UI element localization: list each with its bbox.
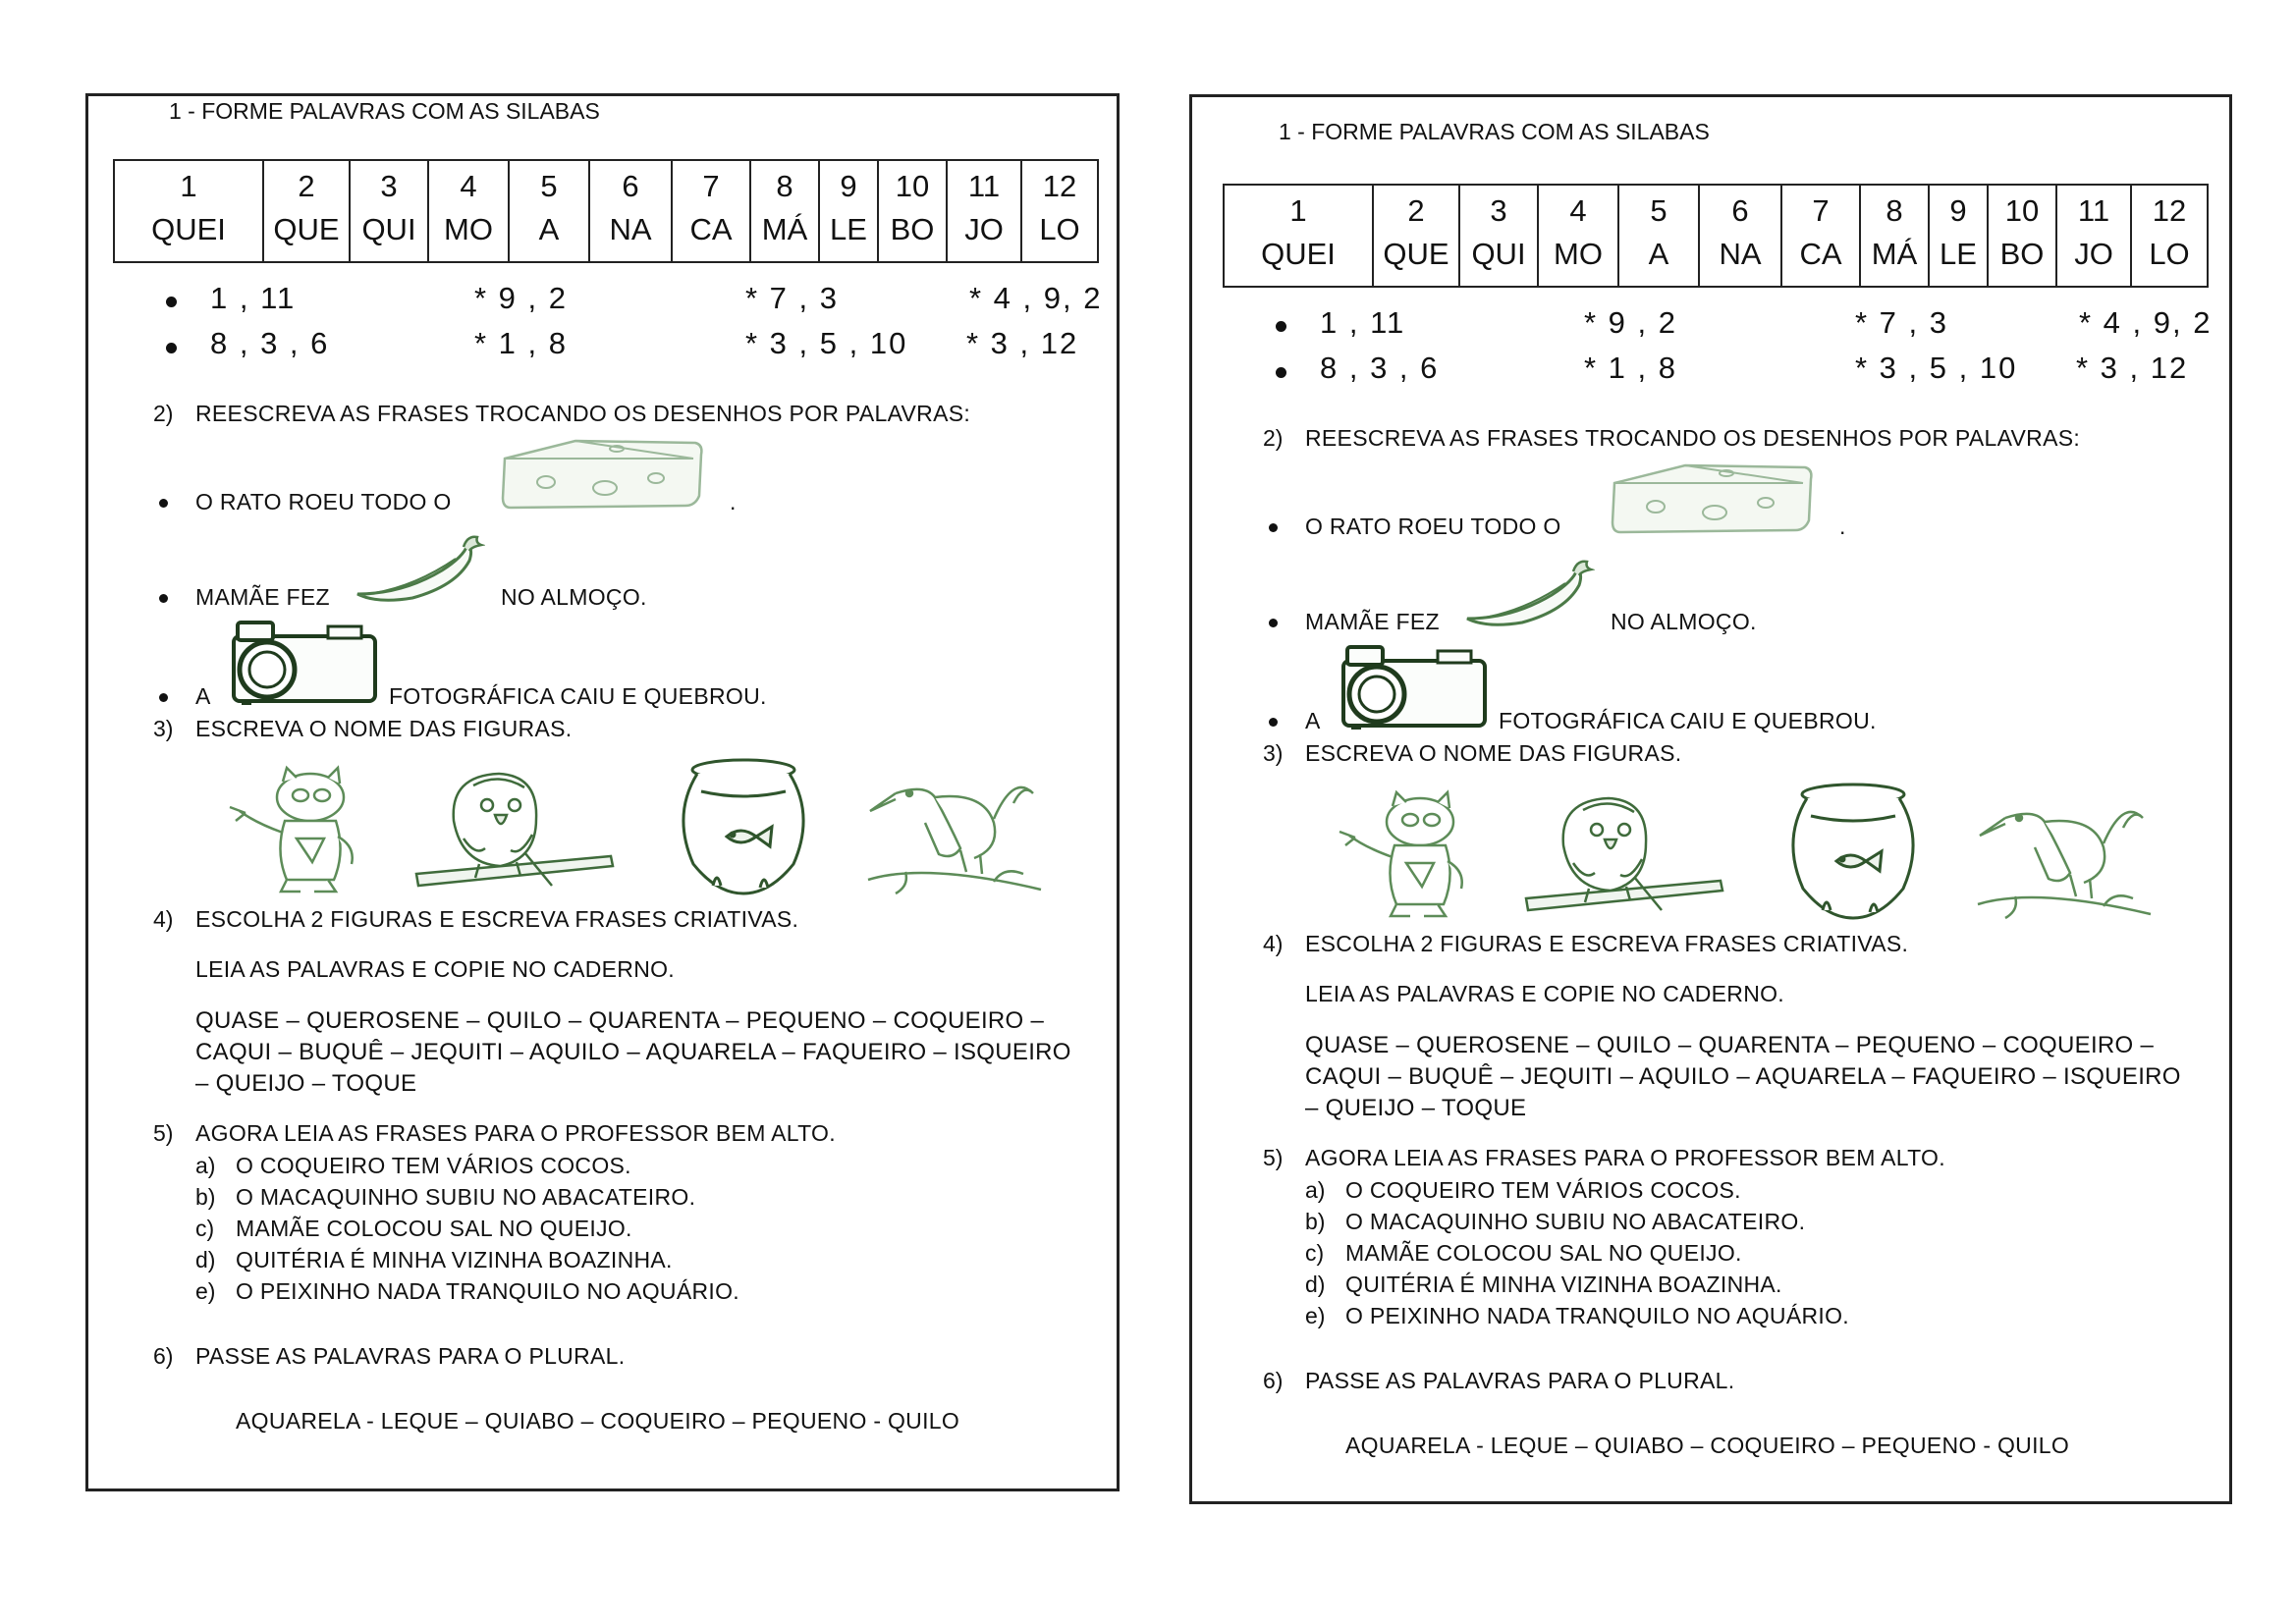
fishbowl-figure bbox=[678, 756, 809, 897]
sentence-item: O MACAQUINHO SUBIU NO ABACATEIRO. bbox=[236, 1184, 696, 1210]
bullet-icon bbox=[166, 297, 177, 307]
sentence-text: NO ALMOÇO. bbox=[501, 584, 647, 610]
syllable-cell: 9 LE bbox=[1929, 185, 1988, 287]
combo-item: * 4 , 9, 2 bbox=[969, 281, 1103, 315]
sentence-item: O PEIXINHO NADA TRANQUILO NO AQUÁRIO. bbox=[236, 1278, 739, 1304]
pepper-icon bbox=[354, 531, 485, 602]
exercise-number: 6) bbox=[153, 1343, 174, 1369]
syllable-table bbox=[1223, 184, 2209, 288]
exercise-2-instruction: REESCREVA AS FRASES TROCANDO OS DESENHOS POR PALAVRAS: bbox=[195, 401, 971, 426]
syllable-cell: 7 CA bbox=[672, 160, 750, 262]
exercise-number: 5) bbox=[153, 1120, 174, 1146]
worksheet-content bbox=[88, 96, 1122, 1494]
combo-item: * 3 , 5 , 10 bbox=[1855, 351, 2018, 385]
item-letter: b) bbox=[1305, 1209, 1326, 1234]
sentence-item: O MACAQUINHO SUBIU NO ABACATEIRO. bbox=[1345, 1209, 1806, 1234]
word-list: QUASE – QUEROSENE – QUILO – QUARENTA – PEQUENO – COQUEIRO – CAQUI – BUQUÊ – JEQUITI – AQUILO – AQUARELA – FAQUEIRO – ISQUEIRO – QUEIJO – TOQUE bbox=[1305, 1032, 2181, 1121]
word-list: QUASE – QUEROSENE – QUILO – QUARENTA – PEQUENO – COQUEIRO – CAQUI – BUQUÊ – JEQUITI – AQUILO – AQUARELA – FAQUEIRO – ISQUEIRO – QUEIJO – TOQUE bbox=[195, 1007, 1071, 1097]
camera-icon bbox=[226, 617, 383, 709]
combo-item: * 1 , 8 bbox=[474, 326, 568, 360]
sentence-text: FOTOGRÁFICA CAIU E QUEBROU. bbox=[389, 683, 767, 709]
syllable-cell: 12 LO bbox=[1021, 160, 1098, 262]
exercise-3-instruction: ESCREVA O NOME DAS FIGURAS. bbox=[1305, 740, 1682, 766]
syllable-cell: 10 BO bbox=[1988, 185, 2056, 287]
item-letter: c) bbox=[1305, 1240, 1325, 1266]
bullet-icon bbox=[1269, 523, 1278, 532]
exercise-number: 6) bbox=[1263, 1368, 1284, 1393]
sentence-item: MAMÃE COLOCOU SAL NO QUEIJO. bbox=[1345, 1240, 1742, 1266]
anteater-figure bbox=[1976, 788, 2153, 922]
combo-item: * 9 , 2 bbox=[1584, 305, 1677, 340]
combo-item: * 1 , 8 bbox=[1584, 351, 1677, 385]
exercise-4-instruction: ESCOLHA 2 FIGURAS E ESCREVA FRASES CRIATIVAS. bbox=[1305, 931, 1909, 956]
combo-item: * 3 , 5 , 10 bbox=[745, 326, 908, 360]
exercise-6-instruction: PASSE AS PALAVRAS PARA O PLURAL. bbox=[1305, 1368, 1735, 1393]
exercise-4-instruction: ESCOLHA 2 FIGURAS E ESCREVA FRASES CRIATIVAS. bbox=[195, 906, 799, 932]
plural-word-list: AQUARELA - LEQUE – QUIABO – COQUEIRO – PEQUENO - QUILO bbox=[1345, 1433, 2070, 1458]
sentence-item: QUITÉRIA É MINHA VIZINHA BOAZINHA. bbox=[1345, 1272, 1782, 1297]
anteater-figure bbox=[866, 764, 1043, 897]
parrot-figure bbox=[414, 762, 615, 899]
exercise-number: 2) bbox=[153, 401, 174, 426]
sentence-text: O RATO ROEU TODO O bbox=[195, 489, 452, 514]
cheese-icon bbox=[1609, 461, 1817, 536]
sentence-item: QUITÉRIA É MINHA VIZINHA BOAZINHA. bbox=[236, 1247, 673, 1272]
syllable-cell: 1 QUEI bbox=[114, 160, 263, 262]
syllable-cell: 10 BO bbox=[878, 160, 947, 262]
syllable-table bbox=[113, 159, 1099, 263]
item-letter: e) bbox=[195, 1278, 216, 1304]
sentence-end: . bbox=[730, 489, 737, 514]
exercise-number: 3) bbox=[153, 716, 174, 741]
syllable-cell: 11 JO bbox=[2056, 185, 2131, 287]
fishbowl-figure bbox=[1787, 781, 1919, 922]
sentence-text: O RATO ROEU TODO O bbox=[1305, 514, 1561, 539]
syllable-cell: 5 A bbox=[1618, 185, 1699, 287]
exercise-number: 2) bbox=[1263, 425, 1284, 451]
sentence-text: A bbox=[195, 683, 211, 709]
syllable-cell: 4 MO bbox=[428, 160, 509, 262]
syllable-cell: 2 QUE bbox=[1373, 185, 1459, 287]
syllable-cell: 9 LE bbox=[819, 160, 878, 262]
combo-item: * 3 , 12 bbox=[966, 326, 1079, 360]
bullet-icon bbox=[159, 693, 168, 702]
exercise-number: 4) bbox=[1263, 931, 1284, 956]
sentence-text: NO ALMOÇO. bbox=[1611, 609, 1757, 634]
combo-item: 8 , 3 , 6 bbox=[1320, 351, 1440, 385]
bullet-icon bbox=[166, 343, 177, 353]
exercise-number: 5) bbox=[1263, 1145, 1284, 1170]
combo-item: * 7 , 3 bbox=[1855, 305, 1948, 340]
combo-item: * 4 , 9, 2 bbox=[2079, 305, 2213, 340]
syllable-cell: 1 QUEI bbox=[1224, 185, 1373, 287]
exercise-5-instruction: AGORA LEIA AS FRASES PARA O PROFESSOR BEM ALTO. bbox=[195, 1120, 836, 1146]
exercise-1-title: 1 - FORME PALAVRAS COM AS SILABAS bbox=[1279, 119, 1710, 144]
sentence-item: O PEIXINHO NADA TRANQUILO NO AQUÁRIO. bbox=[1345, 1303, 1849, 1328]
pepper-icon bbox=[1463, 556, 1595, 626]
exercise-6-instruction: PASSE AS PALAVRAS PARA O PLURAL. bbox=[195, 1343, 626, 1369]
item-letter: d) bbox=[1305, 1272, 1326, 1297]
exercise-5-instruction: AGORA LEIA AS FRASES PARA O PROFESSOR BEM ALTO. bbox=[1305, 1145, 1945, 1170]
read-copy-instruction: LEIA AS PALAVRAS E COPIE NO CADERNO. bbox=[195, 956, 675, 982]
item-letter: a) bbox=[1305, 1177, 1326, 1203]
sentence-end: . bbox=[1839, 514, 1846, 539]
exercise-1-title: 1 - FORME PALAVRAS COM AS SILABAS bbox=[169, 98, 600, 124]
exercise-number: 4) bbox=[153, 906, 174, 932]
exercise-number: 3) bbox=[1263, 740, 1284, 766]
camera-icon bbox=[1336, 641, 1493, 733]
sentence-text: MAMÃE FEZ bbox=[195, 584, 330, 610]
bullet-icon bbox=[1276, 367, 1286, 378]
worksheet-left bbox=[85, 93, 1120, 1491]
item-letter: e) bbox=[1305, 1303, 1326, 1328]
sentence-item: O COQUEIRO TEM VÁRIOS COCOS. bbox=[236, 1153, 631, 1178]
syllable-cell: 8 MÁ bbox=[750, 160, 819, 262]
syllable-cell: 3 QUI bbox=[1459, 185, 1538, 287]
syllable-cell: 6 NA bbox=[1699, 185, 1781, 287]
syllable-cell: 8 MÁ bbox=[1860, 185, 1929, 287]
syllable-cell: 3 QUI bbox=[350, 160, 428, 262]
sentence-item: O COQUEIRO TEM VÁRIOS COCOS. bbox=[1345, 1177, 1741, 1203]
combo-item: 1 , 11 bbox=[1320, 305, 1406, 340]
combo-item: 1 , 11 bbox=[210, 281, 297, 315]
combo-item: * 3 , 12 bbox=[2076, 351, 2189, 385]
bullet-icon bbox=[1269, 718, 1278, 727]
raccoon-figure bbox=[226, 764, 373, 896]
syllable-cell: 4 MO bbox=[1538, 185, 1618, 287]
exercise-3-instruction: ESCREVA O NOME DAS FIGURAS. bbox=[195, 716, 573, 741]
cheese-icon bbox=[499, 437, 707, 512]
syllable-cell: 11 JO bbox=[947, 160, 1021, 262]
combo-item: 8 , 3 , 6 bbox=[210, 326, 330, 360]
read-copy-instruction: LEIA AS PALAVRAS E COPIE NO CADERNO. bbox=[1305, 981, 1784, 1006]
syllable-cell: 7 CA bbox=[1781, 185, 1860, 287]
bullet-icon bbox=[1269, 619, 1278, 627]
bullet-icon bbox=[159, 594, 168, 603]
sentence-text: FOTOGRÁFICA CAIU E QUEBROU. bbox=[1499, 708, 1877, 733]
item-letter: a) bbox=[195, 1153, 216, 1178]
syllable-cell: 2 QUE bbox=[263, 160, 350, 262]
item-letter: c) bbox=[195, 1216, 215, 1241]
syllable-cell: 6 NA bbox=[589, 160, 672, 262]
sentence-text: A bbox=[1305, 708, 1321, 733]
exercise-2-instruction: REESCREVA AS FRASES TROCANDO OS DESENHOS POR PALAVRAS: bbox=[1305, 425, 2081, 451]
combo-item: * 9 , 2 bbox=[474, 281, 568, 315]
worksheet-right bbox=[1189, 94, 2232, 1504]
bullet-icon bbox=[159, 499, 168, 508]
raccoon-figure bbox=[1336, 788, 1483, 921]
parrot-figure bbox=[1524, 786, 1724, 924]
bullet-icon bbox=[1276, 321, 1286, 332]
sentence-item: MAMÃE COLOCOU SAL NO QUEIJO. bbox=[236, 1216, 632, 1241]
item-letter: b) bbox=[195, 1184, 216, 1210]
worksheet-content bbox=[1198, 121, 2232, 1519]
combo-item: * 7 , 3 bbox=[745, 281, 839, 315]
syllable-cell: 5 A bbox=[509, 160, 589, 262]
plural-word-list: AQUARELA - LEQUE – QUIABO – COQUEIRO – PEQUENO - QUILO bbox=[236, 1408, 960, 1434]
syllable-cell: 12 LO bbox=[2131, 185, 2208, 287]
sentence-text: MAMÃE FEZ bbox=[1305, 609, 1440, 634]
item-letter: d) bbox=[195, 1247, 216, 1272]
